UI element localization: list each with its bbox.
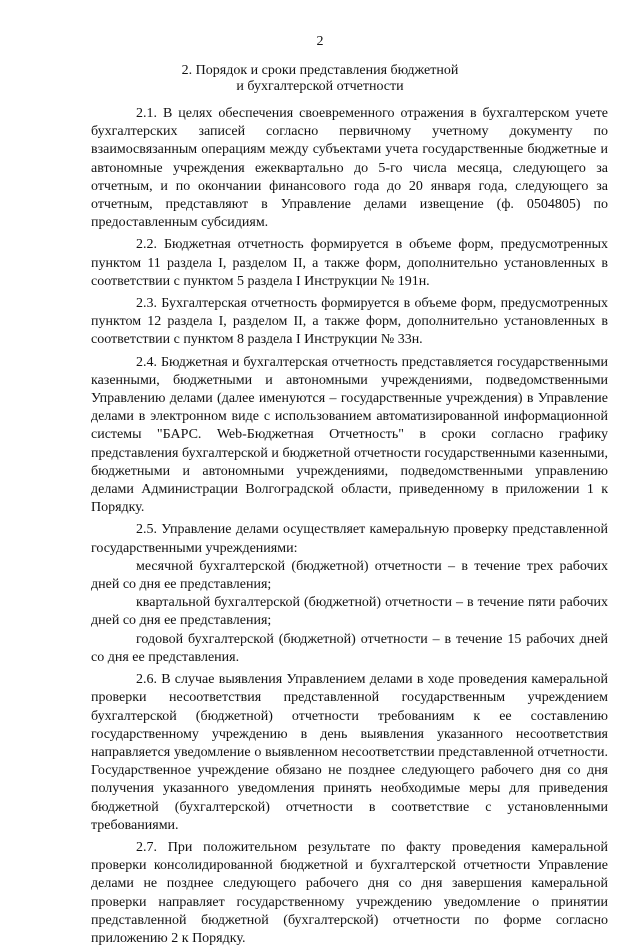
paragraph-2-5: 2.5. Управление делами осуществляет камеральную проверку представленной государственными учреждениями: <box>91 522 608 556</box>
paragraph-2-1: 2.1. В целях обеспечения своевременного отражения в бухгалтерском учете бухгалтерских записей согласно первичному учетному документу по взаимосвязанным операциям между субъектами учета государственные бюджетные и автономные учреждения ежеквартально до 5-го числа месяца, следующего за отчетным, и по окончании финансового года до 20 января года, следующего за отчетным, представляют в Управление делами извещение (ф. 0504805) по предоставленным субсидиям. <box>91 106 608 231</box>
section-heading-line-2: и бухгалтерской отчетности <box>236 79 404 94</box>
paragraph-2-4: 2.4. Бюджетная и бухгалтерская отчетность представляется государственными казенными, бюджетными и автономными учреждениями, подведомственными Управлению делами (далее именуются – государственные учреждения) в Управление делами в электронном виде с использованием автоматизированной информационной системы "БАРС. Web-Бюджетная Отчетность" в сроки согласно графику представления бухгалтерской и бюджетной отчетности государственными казенными, бюджетными и автономными учреждениями, подведомственными управлению делами Администрации Волгоградской области, приведенному в приложении 1 к Порядку. <box>91 354 608 516</box>
paragraph-2-7: 2.7. При положительном результате по факту проведения камеральной проверки консолидированной бюджетной и бухгалтерской отчетности Управление делами не позднее следующего рабочего дня со дня завершения камеральной проверки направляет государственному учреждению уведомление о принятии представленной бюджетной (бухгалтерской) отчетности по форме согласно приложению 2 к Порядку. <box>91 839 608 946</box>
section-heading-line-1: 2. Порядок и сроки представления бюджетной <box>181 63 459 78</box>
section-heading <box>0 63 640 95</box>
document-body <box>91 105 608 952</box>
paragraph-2-5-quarterly: квартальной бухгалтерской (бюджетной) отчетности – в течение пяти рабочих дней со дня ее представления; <box>91 595 608 629</box>
page-number: 2 <box>316 34 324 49</box>
paragraph-2-6: 2.6. В случае выявления Управлением делами в ходе проведения камеральной проверки несоответствия представленной государственным учреждением бухгалтерской (бюджетной) отчетности требованиям к ее составлению государственному учреждению в день выявления указанного несоответствия направляется уведомление о выявленном несоответствии представленной отчетности. Государственное учреждение обязано не позднее следующего рабочего дня со дня получения указанного уведомления принять необходимые меры для приведения бюджетной (бухгалтерской) отчетности в соответствие с установленными требованиями. <box>91 672 608 833</box>
paragraph-2-3: 2.3. Бухгалтерская отчетность формируется в объеме форм, предусмотренных пунктом 12 раздела I, разделом II, а также форм, дополнительно установленных в соответствии с пунктом 8 раздела I Инструкции № 33н. <box>91 296 608 348</box>
paragraph-2-5-monthly: месячной бухгалтерской (бюджетной) отчетности – в течение трех рабочих дней со дня ее представления; <box>91 558 608 593</box>
paragraph-2-5-annual: годовой бухгалтерской (бюджетной) отчетности – в течение 15 рабочих дней со дня ее представления. <box>91 631 608 665</box>
paragraph-2-2: 2.2. Бюджетная отчетность формируется в объеме форм, предусмотренных пунктом 11 раздела I, разделом II, а также форм, дополнительно установленных в соответствии с пунктом 5 раздела I Инструкции № 191н. <box>91 237 608 289</box>
